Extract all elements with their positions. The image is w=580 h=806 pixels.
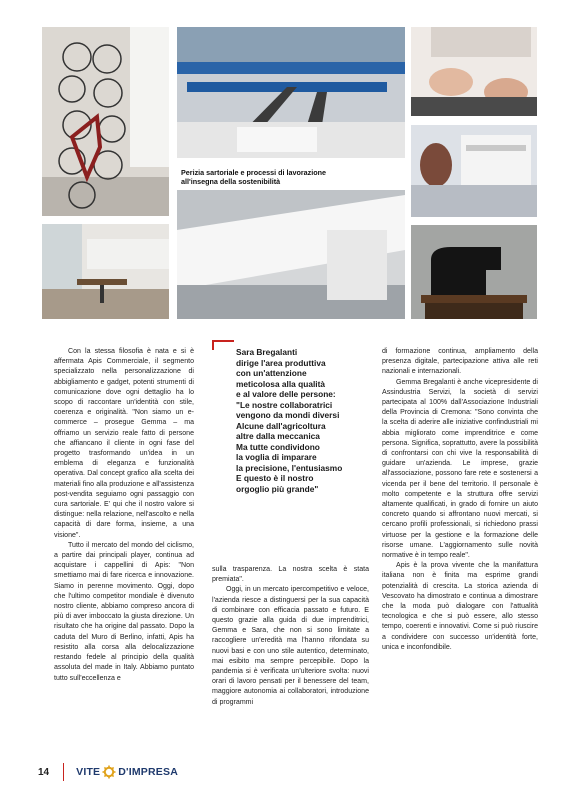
pull-quote-line: orgoglio più grande" <box>236 483 319 494</box>
pull-quote-line: altre dalla meccanica <box>236 431 320 441</box>
photo-fabric-printer <box>177 190 405 319</box>
gear-icon <box>102 765 116 779</box>
brand-right: D'IMPRESA <box>118 766 178 778</box>
photo-bicycle-wall <box>42 27 169 216</box>
footer-divider <box>63 763 64 781</box>
paragraph: Gemma Bregalanti è anche vicepresidente di Assindustria Servizi, la società di servizi partecipata al 100% dall'Associazione Industriali della Provincia di Cremona: "Sono convinta che la scelta di aderire alle iniziative confindustriali mi abbia migliorato come imprenditrice e come persona. Significa, soprattutto, avere la possibilità di confrontarsi con chi vive la responsabilità di guidare un'azienda. Le imprese, grazie all'associazione, possono fare rete e sostenersi a vicenda per il bene del territorio. Il personale è molto competente e la struttura offre servizi altamente qualificati, in grado di fornire un aiuto concreto quando si affrontano nuovi mercati, si cercano profili professionali, si richiedono prassi virtuose per la gestione e la formazione delle risorse umane. L'aggiornamento sulle novità normative è in tempo reale". <box>382 378 538 560</box>
photo-embroidery-machines <box>411 125 537 217</box>
pull-quote-line: con un'attenzione <box>236 368 307 378</box>
text-column-2 <box>212 565 369 708</box>
photo-vintage-sewing-machine <box>411 225 537 319</box>
pull-quote-line: Ma tutte condividono <box>236 441 320 452</box>
pull-quote-line: la voglia di imparare <box>236 452 317 462</box>
photo-sewing-hands <box>411 27 537 116</box>
text-column-1 <box>54 347 194 684</box>
pull-quote-line: meticolosa alla qualità <box>236 378 326 389</box>
photo-caption <box>181 168 381 186</box>
page-footer <box>38 762 178 782</box>
brand-left: VITE <box>76 766 101 778</box>
pull-quote-accent <box>212 340 234 342</box>
photo-office <box>42 224 169 319</box>
pull-quote-line: Sara Bregalanti <box>236 347 298 357</box>
paragraph: di formazione continua, ampliamento della presenza digitale, partecipazione attiva alle reti nazionali e internazionali. <box>382 348 538 376</box>
pull-quote-line: la precisione, l'entusiasmo <box>236 462 343 473</box>
pull-quote-accent-vertical <box>212 340 214 350</box>
page-number: 14 <box>38 766 50 778</box>
paragraph: Con la stessa filosofia è nata e si è affermata Apis Commerciale, il segmento specializzato nella personalizzazione di abbigliamento e gadget, potenti strumenti di comunicazione dove ogni dettaglio ha lo scopo di raccontare un'identità con stile, coerenza e originalità. "Non siamo un e-commerce – prosegue Gemma – ma offriamo un servizio reale fatto di persone che affiancano il cliente in ogni fase del progetto trasformando un'idea in un emblema di eleganza e funzionalità operativa. Dal concept grafico alla scelta dei materiali fino alla produzione e all'assistenza post-vendita seguiamo ogni passaggio con cura sartoriale. E' qui che il nostro valore si distingue: nella relazione, nell'ascolto e nella capacità di dare forma, insieme, a una visione". <box>54 348 194 539</box>
photo-printing-machine <box>177 27 405 158</box>
paragraph: Tutto il mercato del mondo del ciclismo, a partire dai principali player, continua ad acquistare i cappellini di Apis: "Non smettiamo mai di fare ricerca e innovazione. Siamo in perenne movimento. Oggi, dopo che l'ultimo competitor mondiale è divenuto nostro cliente, abbiamo compreso ancora di più di aver imboccato la giusta direzione. Un risultato che ha origine dal passato. Dopo la caduta del Muro di Berlino, infatti, Apis ha resistito alla corsa alla delocalizzazione restando fedele al principio della qualità assoluta del made in Italy. Abbiamo puntato tutto sull'eccellenza e <box>54 541 194 682</box>
pull-quote <box>236 347 372 494</box>
pull-quote-line: Alcune dall'agricoltura <box>236 420 326 431</box>
brand-logo <box>76 765 178 779</box>
pull-quote-line: E questo è il nostro <box>236 473 314 483</box>
caption-line-1: Perizia sartoriale e processi di lavorazione <box>181 168 327 177</box>
paragraph: sulla trasparenza. La nostra scelta è stata premiata". <box>212 566 369 584</box>
pull-quote-line: vengono da mondi diversi <box>236 410 340 420</box>
pull-quote-line: dirige l'area produttiva <box>236 357 326 368</box>
text-column-3 <box>382 347 538 653</box>
pull-quote-line: "Le nostre collaboratrici <box>236 399 333 410</box>
paragraph: Apis è la prova vivente che la manifattura italiana non è finita ma esprime grandi potenzialità di crescita. La storica azienda di Vescovato ha dimostrato e continua a dimostrare che la moda può dialogare con l'attualità tecnologica e che si può essere, allo stesso tempo, coerenti e innovativi. Come si può riuscire a condividere con successo un'identità forte, unica e inconfondibile. <box>382 562 538 651</box>
paragraph: Oggi, in un mercato ipercompetitivo e veloce, l'azienda riesce a distinguersi per la sua capacità di combinare con efficacia passato e futuro. E questo grazie alla guida di due imprenditrici, Gemma e Sara, che non si sono limitate a raccogliere un'eredità ma l'hanno rifondata su nuovi basi e con uno stile autentico, determinato, mai esibito ma sempre percepibile. Dopo la pandemia si è verificata un'ulteriore svolta: nuovi orari di lavoro pensati per il benessere del team, maggiore autonomia ai collaboratori, introduzione di programmi <box>212 586 369 706</box>
caption-line-2: all'insegna della sostenibilità <box>181 177 281 186</box>
pull-quote-line: e al valore delle persone: <box>236 389 336 399</box>
